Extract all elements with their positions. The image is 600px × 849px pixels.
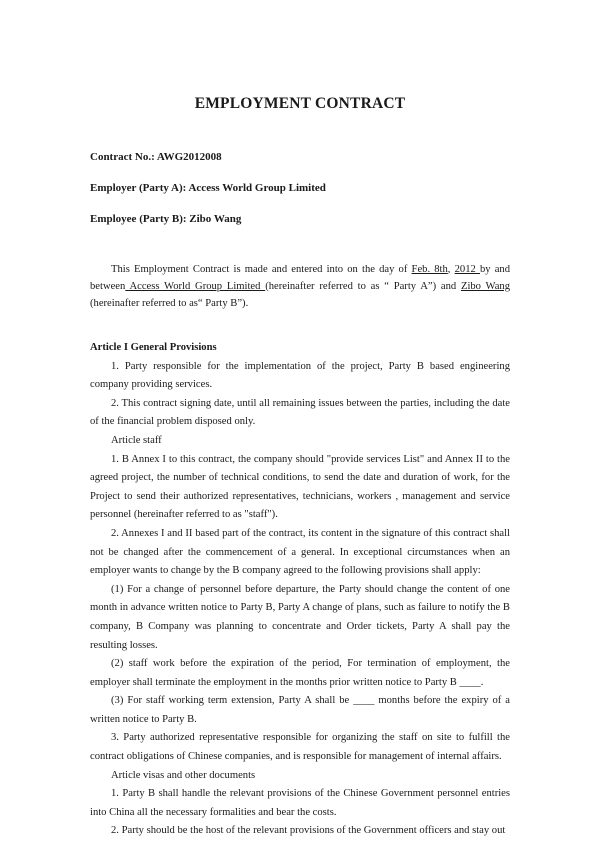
article-paragraph: 1. Party responsible for the implementation of the project, Party B based engineering company providing services. bbox=[90, 360, 510, 391]
document-title: EMPLOYMENT CONTRACT bbox=[194, 95, 406, 112]
article-paragraph: 2. Annexes I and II based part of the contract, its content in the signature of this contract shall not be changed after the commencement of a general. In exceptional circumstances when an employer wants to change by the B company agreed to the following provisions shall apply: bbox=[90, 527, 510, 577]
contract-date-year: 2012 bbox=[454, 264, 480, 275]
employee-value: Zibo Wang bbox=[189, 213, 242, 225]
employee-label: Employee (Party B): bbox=[90, 213, 190, 225]
article-subheading: Article staff bbox=[111, 434, 162, 446]
intro-text: (hereinafter referred to as“ Party B”). bbox=[90, 298, 249, 309]
article-paragraph: 2. Party should be the host of the relevant provisions of the Government officers and stay out bbox=[111, 825, 506, 837]
article-subheading: Article visas and other documents bbox=[111, 769, 256, 781]
article-paragraph: (3) For staff working term extension, Party A shall be ____ months before the expiry of a written notice to Party B. bbox=[90, 695, 510, 725]
article-paragraph: 1. Party B shall handle the relevant provisions of the Chinese Government personnel entries into China all the necessary formalities and bear the costs. bbox=[90, 788, 510, 818]
article-paragraph: (2) staff work before the expiration of the period, For termination of employment, the employer shall terminate the employment in the months prior written notice to Party B ____. bbox=[90, 658, 510, 688]
intro-text: by and between bbox=[90, 264, 510, 292]
article-paragraph: (1) For a change of personnel before departure, the Party should change the content of one month in advance written notice to Party B, Party A change of plans, such as failure to notify the B company, B Company was planning to concentrate and Order tickets, Party A shall pay the resulting losses. bbox=[90, 583, 510, 651]
party-a-name-field: Access World Group Limited bbox=[125, 281, 266, 292]
intro-paragraph-block bbox=[90, 261, 510, 312]
article-heading: Article I General Provisions bbox=[90, 342, 217, 353]
articles-section bbox=[90, 339, 510, 841]
article-paragraph: 1. B Annex I to this contract, the company should "provide services List" and Annex II to the agreed project, the number of technical conditions, to send the date and duration of work, for the Project to send their authorized representatives, technicians, workers , management and service personnel (hereinafter referred to as "staff"). bbox=[90, 453, 510, 521]
employer-line bbox=[90, 182, 326, 194]
intro-paragraph bbox=[90, 261, 510, 312]
party-b-name-field: Zibo Wang bbox=[460, 281, 510, 292]
contract-number-label: Contract No.: bbox=[90, 151, 157, 163]
article-paragraph: 2. This contract signing date, until all remaining issues between the parties, including the date of the financial problem disposed only. bbox=[90, 397, 510, 428]
employee-line bbox=[90, 213, 241, 225]
intro-text: , bbox=[447, 264, 455, 275]
contract-number-line bbox=[90, 151, 222, 163]
contract-date-day: Feb. 8th bbox=[411, 264, 448, 275]
contract-number-value: AWG2012008 bbox=[156, 151, 222, 163]
employer-label: Employer (Party A): bbox=[90, 182, 189, 194]
intro-text: (hereinafter referred to as “ Party A”) and bbox=[265, 281, 461, 292]
intro-text: This Employment Contract is made and entered into on the day of bbox=[111, 264, 412, 275]
article-paragraph: 3. Party authorized representative responsible for organizing the staff on site to fulfill the contract obligations of Chinese companies, and is responsible for management of internal affairs. bbox=[90, 732, 510, 763]
employer-value: Access World Group Limited bbox=[188, 182, 326, 194]
